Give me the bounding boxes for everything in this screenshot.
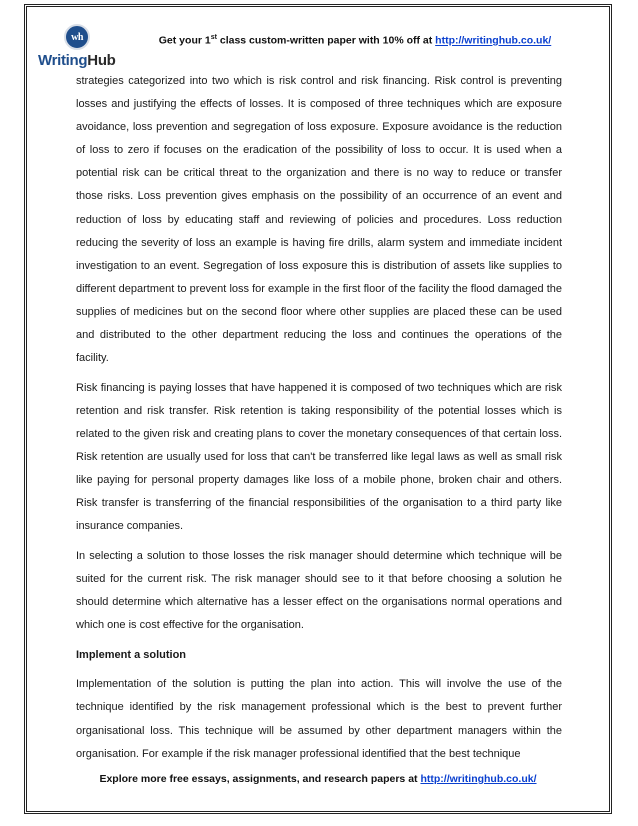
paragraph-risk-financing: Risk financing is paying losses that have happened it is composed of two techniques which are risk retention and risk transfer. Risk retention is taking responsibility of the potential losses which is related to the given risk and creating plans to cover the monetary consequences of that certain loss. Risk retention are usually used for loss that can't be transferred like legal laws as well as small risk like paying for personal property damages like loss of a mobile phone, broken chair and others. Risk transfer is transferring of the financial responsibilities of the organisation to a third party like insurance companies. bbox=[76, 381, 562, 533]
footer-link[interactable]: http://writinghub.co.uk/ bbox=[420, 773, 537, 785]
paragraph-risk-control: strategies categorized into two which is risk control and risk financing. Risk control is preventing losses and justifying the effects of losses. It is composed of three techniques which are exposure avoidance, loss prevention and segregation of loss exposure. Exposure avoidance is the reduction of loss to zero if focuses on the eradication of the possibility of loss to occur. It is used when a potential risk can be critical threat to the organization and there is no way to reduce or transfer those risks. Loss prevention gives emphasis on the possibility of an occurrence of an event and reduction of loss by educating staff and reviewing of policies and procedures. Loss reduction reducing the severity of loss an example is having fire drills, alarm system and immediate incident investigation to an event. Segregation of loss exposure this is distribution of assets like supplies to different department to prevent loss for example in the first floor of the facility the flood damaged the supplies of medicines but on the second floor where other supplies are placed these can be used and distributed to the other department reducing the loss and continues the operations of the facility. bbox=[76, 75, 562, 365]
logo-brand-accent: Hub bbox=[87, 52, 116, 69]
page-header bbox=[120, 34, 590, 47]
section-heading: Implement a solution bbox=[76, 648, 187, 661]
paragraph-selecting-solution: In selecting a solution to those losses the risk manager should determine which technique will be suited for the current risk. The risk manager should see to it that before choosing a solution he should determine which alternative has a lesser effect on the organisations normal operations and which one is cost effective for the organisation. bbox=[76, 549, 562, 632]
writinghub-logo[interactable] bbox=[34, 24, 114, 76]
footer-text: Explore more free essays, assignments, and research papers at bbox=[99, 773, 421, 785]
header-link[interactable]: http://writinghub.co.uk/ bbox=[435, 34, 552, 47]
page-footer bbox=[24, 773, 612, 785]
header-superscript: st bbox=[210, 34, 217, 41]
document-body bbox=[76, 70, 562, 772]
logo-brand-main: Writing bbox=[38, 52, 88, 69]
logo-mark-icon bbox=[64, 24, 90, 50]
logo-wordmark bbox=[38, 52, 116, 69]
paragraph-implementation: Implementation of the solution is putting the plan into action. This will involve the use of the technique identified by the risk management professional which is the best to prevent further organisational loss. This technique will be assumed by other department managers within the organisation. For example if the risk manager professional identified that the best technique bbox=[76, 678, 562, 760]
logo-mark-text: wh bbox=[71, 32, 83, 43]
header-text-pre: Get your 1 bbox=[158, 34, 211, 47]
header-text-post: class custom-written paper with 10% off at bbox=[216, 34, 436, 47]
